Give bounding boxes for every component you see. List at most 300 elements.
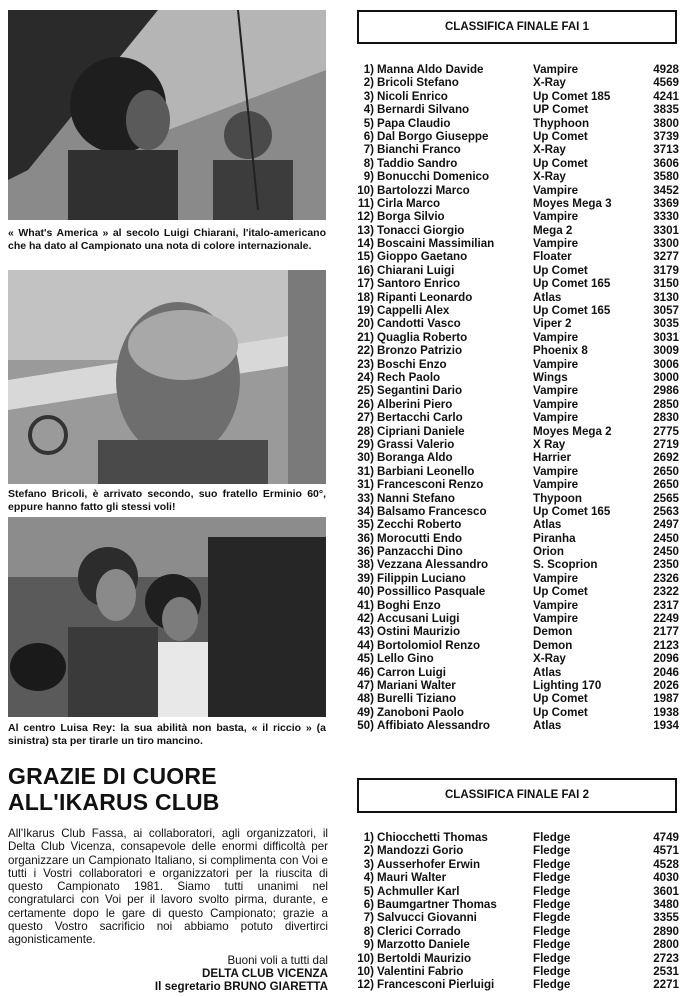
rank-number: 20) xyxy=(357,317,374,331)
glider-model: Mega 2 xyxy=(533,223,573,237)
glider-model: Piranha xyxy=(533,531,576,545)
rank-number: 33) xyxy=(357,491,374,505)
rank-number: 50) xyxy=(357,719,374,733)
ranking-row xyxy=(343,291,679,304)
pilot-name: Quaglia Roberto xyxy=(377,330,468,344)
rank-number: 5) xyxy=(363,116,374,130)
pilot-name: Salvucci Giovanni xyxy=(377,911,477,925)
ranking-row xyxy=(343,831,679,844)
pilot-name: Alberini Piero xyxy=(377,397,453,411)
glider-model: Vampire xyxy=(533,357,579,371)
glider-model: X-Ray xyxy=(533,170,566,184)
points: 3739 xyxy=(653,129,679,143)
pilot-name: Ostini Maurizio xyxy=(377,625,461,639)
pilot-name: Bonucchi Domenico xyxy=(377,170,490,184)
rank-number: 48) xyxy=(357,692,374,706)
glider-model: Floater xyxy=(533,250,572,264)
glider-model: Up Comet xyxy=(533,129,588,143)
ranking-row xyxy=(343,76,679,89)
ranking-row xyxy=(343,639,679,652)
pilot-name: Panzacchi Dino xyxy=(377,545,463,559)
article-secretary: Il segretario BRUNO GIARETTA xyxy=(154,980,328,993)
points: 3601 xyxy=(653,884,679,898)
rank-number: 22) xyxy=(357,344,374,358)
pilot-name: Clerici Corrado xyxy=(377,924,461,938)
pilot-name: Papa Claudio xyxy=(377,116,451,130)
rank-number: 10) xyxy=(357,964,374,978)
glider-model: UP Comet xyxy=(533,103,589,117)
glider-model: Harrier xyxy=(533,451,572,465)
pilot-name: Santoro Enrico xyxy=(377,277,461,291)
rank-number: 43) xyxy=(357,625,374,639)
points: 4749 xyxy=(653,831,679,844)
points: 2692 xyxy=(653,451,679,465)
pilot-name: Bartolozzi Marco xyxy=(377,183,470,197)
glider-model: Fledge xyxy=(533,871,571,885)
pilot-name: Nicoli Enrico xyxy=(377,89,448,103)
glider-model: X-Ray xyxy=(533,143,566,157)
glider-model: Up Comet xyxy=(533,156,588,170)
points: 3009 xyxy=(653,344,679,358)
glider-model: Lighting 170 xyxy=(533,678,602,692)
fai1-ranking xyxy=(343,63,679,733)
points: 3330 xyxy=(653,210,679,224)
rank-number: 28) xyxy=(357,424,374,438)
ranking-row xyxy=(343,706,679,719)
glider-model: Orion xyxy=(533,545,564,559)
article-body: All'Ikarus Club Fassa, ai collaboratori, agli organizzatori, il Delta Club Vicenza, consapevole delle enormi difficoltà per organizzare un Campionato Italiano, si complimenta con Voi e tutti i Vostri collaboratori e organizzatori per la riuscita di questo Campionato 1981. Siamo tutti unanimi nel congratularci con Voi per il lavoro svolto pirma, durante, e certamente dopo le gare di questo Campionato; grazie a questo Vostro sacrificio noi abbiamo potuto divertirci agonisticamente. xyxy=(8,827,328,947)
points: 3369 xyxy=(653,196,679,210)
points: 2317 xyxy=(653,598,679,612)
pilot-name: Vezzana Alessandro xyxy=(377,558,489,572)
pilot-name: Balsamo Francesco xyxy=(377,504,487,518)
ranking-row xyxy=(343,545,679,558)
pilot-name: Mandozzi Gorio xyxy=(377,844,464,858)
ranking-row xyxy=(343,652,679,665)
points: 2249 xyxy=(653,612,679,626)
pilot-name: Possillico Pasquale xyxy=(377,585,486,599)
pilot-name: Barbiani Leonello xyxy=(377,464,475,478)
rank-number: 19) xyxy=(357,304,374,318)
ranking-row xyxy=(343,277,679,290)
glider-model: Fledge xyxy=(533,857,571,871)
rank-number: 12) xyxy=(357,210,374,224)
glider-model: Vampire xyxy=(533,598,579,612)
pilot-name: Bianchi Franco xyxy=(377,143,461,157)
points: 3713 xyxy=(653,143,679,157)
rank-number: 1) xyxy=(363,831,374,844)
article-headline xyxy=(8,763,328,815)
glider-model: Up Comet 185 xyxy=(533,89,611,103)
glider-model: Up Comet xyxy=(533,692,588,706)
glider-model: Viper 2 xyxy=(533,317,572,331)
rank-number: 39) xyxy=(357,571,374,585)
points: 3277 xyxy=(653,250,679,264)
rank-number: 45) xyxy=(357,652,374,666)
points: 2563 xyxy=(653,504,679,518)
points: 2890 xyxy=(653,924,679,938)
points: 3006 xyxy=(653,357,679,371)
points: 2326 xyxy=(653,571,679,585)
points: 3355 xyxy=(653,911,679,925)
pilot-name: Boranga Aldo xyxy=(377,451,453,465)
points: 2096 xyxy=(653,652,679,666)
rank-number: 31) xyxy=(357,464,374,478)
pilot-name: Mariani Walter xyxy=(377,678,456,692)
points: 4241 xyxy=(653,89,679,103)
rank-number: 10) xyxy=(357,183,374,197)
photo-stefano-bricoli xyxy=(8,270,326,484)
pilot-name: Ripanti Leonardo xyxy=(377,290,473,304)
glider-model: Up Comet 165 xyxy=(533,504,611,518)
ranking-row xyxy=(343,952,679,965)
rank-number: 16) xyxy=(357,263,374,277)
glider-model: Moyes Mega 3 xyxy=(533,196,612,210)
rank-number: 9) xyxy=(363,938,374,952)
photo1-caption: « What's America » al secolo Luigi Chiarani, l'italo-americano che ha dato al Campionato una nota di colore internazionale. xyxy=(8,227,326,252)
rank-number: 9) xyxy=(363,170,374,184)
ranking-row xyxy=(343,465,679,478)
rank-number: 8) xyxy=(363,156,374,170)
ranking-row xyxy=(343,250,679,263)
glider-model: Fledge xyxy=(533,938,571,952)
glider-model: Atlas xyxy=(533,518,562,532)
rank-number: 35) xyxy=(357,518,374,532)
pilot-name: Affibiato Alessandro xyxy=(377,719,490,733)
glider-model: Vampire xyxy=(533,571,579,585)
rank-number: 40) xyxy=(357,585,374,599)
glider-model: Up Comet 165 xyxy=(533,304,611,318)
glider-model: Fledge xyxy=(533,897,571,911)
ranking-row xyxy=(343,599,679,612)
rank-number: 30) xyxy=(357,451,374,465)
glider-model: X Ray xyxy=(533,437,566,451)
rank-number: 38) xyxy=(357,558,374,572)
ranking-row xyxy=(343,585,679,598)
rank-number: 4) xyxy=(363,103,374,117)
glider-model: Vampire xyxy=(533,237,579,251)
glider-model: Vampire xyxy=(533,183,579,197)
rank-number: 12) xyxy=(357,978,374,992)
fai2-ranking xyxy=(343,831,679,992)
ranking-row xyxy=(343,719,679,732)
ranking-row xyxy=(343,317,679,330)
ranking-row xyxy=(343,358,679,371)
pilot-name: Manna Aldo Davide xyxy=(377,63,484,76)
points: 4928 xyxy=(653,63,679,76)
points: 3031 xyxy=(653,330,679,344)
pilot-name: Tonacci Giorgio xyxy=(377,223,465,237)
rank-number: 2) xyxy=(363,76,374,90)
pilot-name: Candotti Vasco xyxy=(377,317,461,331)
glider-model: Flegde xyxy=(533,911,571,925)
ranking-row xyxy=(343,63,679,76)
ranking-row xyxy=(343,130,679,143)
glider-model: Vampire xyxy=(533,612,579,626)
rank-number: 11) xyxy=(357,196,374,210)
pilot-name: Boschi Enzo xyxy=(377,357,447,371)
pilot-name: Baumgartner Thomas xyxy=(377,897,497,911)
ranking-row xyxy=(343,679,679,692)
headline-line-1: GRAZIE DI CUORE xyxy=(8,763,217,789)
ranking-row xyxy=(343,492,679,505)
ranking-row xyxy=(343,170,679,183)
ranking-row xyxy=(343,911,679,924)
ranking-row xyxy=(343,925,679,938)
rank-number: 18) xyxy=(357,290,374,304)
glider-model: Wings xyxy=(533,370,568,384)
ranking-row xyxy=(343,331,679,344)
ranking-row xyxy=(343,938,679,951)
glider-model: Fledge xyxy=(533,964,571,978)
pilot-name: Cirla Marco xyxy=(377,196,441,210)
pilot-name: Bronzo Patrizio xyxy=(377,344,463,358)
points: 2800 xyxy=(653,938,679,952)
rank-number: 21) xyxy=(357,330,374,344)
ranking-row xyxy=(343,978,679,991)
rank-number: 34) xyxy=(357,504,374,518)
ranking-row xyxy=(343,237,679,250)
glider-model: Atlas xyxy=(533,665,562,679)
points: 2830 xyxy=(653,411,679,425)
ranking-row xyxy=(343,264,679,277)
rank-number: 1) xyxy=(363,63,374,76)
rank-number: 44) xyxy=(357,638,374,652)
glider-model: Demon xyxy=(533,625,573,639)
points: 2531 xyxy=(653,964,679,978)
ranking-row xyxy=(343,871,679,884)
ranking-row xyxy=(343,157,679,170)
pilot-name: Lello Gino xyxy=(377,652,434,666)
rank-number: 29) xyxy=(357,437,374,451)
rank-number: 36) xyxy=(357,531,374,545)
points: 3452 xyxy=(653,183,679,197)
rank-number: 2) xyxy=(363,844,374,858)
points: 2450 xyxy=(653,545,679,559)
pilot-name: Filippin Luciano xyxy=(377,571,466,585)
glider-model: Up Comet xyxy=(533,585,588,599)
points: 2650 xyxy=(653,464,679,478)
fai2-title: CLASSIFICA FINALE FAI 2 xyxy=(357,778,677,813)
glider-model: Fledge xyxy=(533,951,571,965)
ranking-row xyxy=(343,692,679,705)
pilot-name: Cappelli Alex xyxy=(377,304,450,318)
points: 3000 xyxy=(653,370,679,384)
ranking-row xyxy=(343,384,679,397)
points: 3301 xyxy=(653,223,679,237)
points: 1934 xyxy=(653,719,679,733)
pilot-name: Taddio Sandro xyxy=(377,156,458,170)
points: 4571 xyxy=(653,844,679,858)
pilot-name: Segantini Dario xyxy=(377,384,463,398)
pilot-name: Nanni Stefano xyxy=(377,491,455,505)
glider-model: Thypoon xyxy=(533,491,582,505)
rank-number: 7) xyxy=(363,911,374,925)
ranking-row xyxy=(343,143,679,156)
glider-model: Up Comet 165 xyxy=(533,277,611,291)
rank-number: 13) xyxy=(357,223,374,237)
rank-number: 7) xyxy=(363,143,374,157)
rank-number: 27) xyxy=(357,411,374,425)
photo-luisa-rey xyxy=(8,517,326,717)
points: 3800 xyxy=(653,116,679,130)
ranking-row xyxy=(343,90,679,103)
pilot-name: Rech Paolo xyxy=(377,370,441,384)
pilot-name: Achmuller Karl xyxy=(377,884,460,898)
pilot-name: Grassi Valerio xyxy=(377,437,455,451)
ranking-row xyxy=(343,885,679,898)
glider-model: Fledge xyxy=(533,884,571,898)
rank-number: 10) xyxy=(357,951,374,965)
glider-model: Vampire xyxy=(533,397,579,411)
pilot-name: Bricoli Stefano xyxy=(377,76,459,90)
ranking-row xyxy=(343,197,679,210)
ranking-row xyxy=(343,612,679,625)
rank-number: 46) xyxy=(357,665,374,679)
pilot-name: Accusani Luigi xyxy=(377,612,460,626)
pilot-name: Bertoldi Maurizio xyxy=(377,951,472,965)
pilot-name: Mauri Walter xyxy=(377,871,447,885)
pilot-name: Francesconi Pierluigi xyxy=(377,978,495,992)
rank-number: 36) xyxy=(357,545,374,559)
pilot-name: Marzotto Daniele xyxy=(377,938,470,952)
rank-number: 24) xyxy=(357,370,374,384)
pilot-name: Bernardi Silvano xyxy=(377,103,470,117)
ranking-row xyxy=(343,666,679,679)
ranking-row xyxy=(343,518,679,531)
points: 3606 xyxy=(653,156,679,170)
rank-number: 47) xyxy=(357,678,374,692)
ranking-row xyxy=(343,532,679,545)
rank-number: 5) xyxy=(363,884,374,898)
points: 2650 xyxy=(653,478,679,492)
rank-number: 3) xyxy=(363,89,374,103)
points: 2026 xyxy=(653,678,679,692)
rank-number: 17) xyxy=(357,277,374,291)
pilot-name: Valentini Fabrio xyxy=(377,964,464,978)
rank-number: 6) xyxy=(363,897,374,911)
points: 3035 xyxy=(653,317,679,331)
pilot-name: Bertacchi Carlo xyxy=(377,411,463,425)
ranking-row xyxy=(343,965,679,978)
pilot-name: Cipriani Daniele xyxy=(377,424,465,438)
points: 2350 xyxy=(653,558,679,572)
fai1-title: CLASSIFICA FINALE FAI 1 xyxy=(357,10,677,44)
rank-number: 25) xyxy=(357,384,374,398)
glider-model: Atlas xyxy=(533,719,562,733)
rank-number: 41) xyxy=(357,598,374,612)
pilot-name: Boscaini Massimilian xyxy=(377,237,495,251)
ranking-row xyxy=(343,344,679,357)
ranking-row xyxy=(343,411,679,424)
glider-model: Fledge xyxy=(533,831,571,844)
points: 3130 xyxy=(653,290,679,304)
glider-model: Fledge xyxy=(533,924,571,938)
points: 2123 xyxy=(653,638,679,652)
glider-model: Vampire xyxy=(533,330,579,344)
rank-number: 42) xyxy=(357,612,374,626)
points: 2271 xyxy=(653,978,679,992)
ranking-row xyxy=(343,398,679,411)
glider-model: Demon xyxy=(533,638,573,652)
pilot-name: Gioppo Gaetano xyxy=(377,250,468,264)
glider-model: Up Comet xyxy=(533,263,588,277)
points: 2565 xyxy=(653,491,679,505)
glider-model: Phoenix 8 xyxy=(533,344,588,358)
rank-number: 15) xyxy=(357,250,374,264)
ranking-row xyxy=(343,898,679,911)
pilot-name: Chiocchetti Thomas xyxy=(377,831,488,844)
rank-number: 3) xyxy=(363,857,374,871)
ranking-row xyxy=(343,224,679,237)
glider-model: Atlas xyxy=(533,290,562,304)
pilot-name: Borga Silvio xyxy=(377,210,445,224)
pilot-name: Ausserhofer Erwin xyxy=(377,857,481,871)
points: 1938 xyxy=(653,705,679,719)
pilot-name: Chiarani Luigi xyxy=(377,263,455,277)
ranking-row xyxy=(343,505,679,518)
pilot-name: Burelli Tiziano xyxy=(377,692,457,706)
ranking-row xyxy=(343,478,679,491)
points: 3580 xyxy=(653,170,679,184)
points: 3179 xyxy=(653,263,679,277)
points: 4030 xyxy=(653,871,679,885)
points: 2046 xyxy=(653,665,679,679)
ranking-row xyxy=(343,117,679,130)
points: 3300 xyxy=(653,237,679,251)
glider-model: Thyphoon xyxy=(533,116,590,130)
points: 3480 xyxy=(653,897,679,911)
ranking-row xyxy=(343,184,679,197)
points: 2986 xyxy=(653,384,679,398)
ranking-row xyxy=(343,210,679,223)
points: 1987 xyxy=(653,692,679,706)
pilot-name: Bortolomiol Renzo xyxy=(377,638,481,652)
pilot-name: Boghi Enzo xyxy=(377,598,441,612)
pilot-name: Zecchi Roberto xyxy=(377,518,462,532)
glider-model: Vampire xyxy=(533,411,579,425)
rank-number: 23) xyxy=(357,357,374,371)
glider-model: X-Ray xyxy=(533,76,566,90)
points: 2723 xyxy=(653,951,679,965)
points: 4569 xyxy=(653,76,679,90)
rank-number: 14) xyxy=(357,237,374,251)
pilot-name: Francesconi Renzo xyxy=(377,478,484,492)
glider-model: S. Scoprion xyxy=(533,558,598,572)
glider-model: Up Comet xyxy=(533,705,588,719)
photo2-caption: Stefano Bricoli, è arrivato secondo, suo fratello Erminio 60°, eppure hanno fatto gli stessi voli! xyxy=(8,488,326,513)
article-closing: Buoni voli a tutti dal xyxy=(227,954,328,967)
glider-model: Vampire xyxy=(533,210,579,224)
ranking-row xyxy=(343,625,679,638)
points: 2775 xyxy=(653,424,679,438)
rank-number: 31) xyxy=(357,478,374,492)
rank-number: 8) xyxy=(363,924,374,938)
rank-number: 6) xyxy=(363,129,374,143)
points: 2450 xyxy=(653,531,679,545)
photo3-caption: Al centro Luisa Rey: la sua abilità non basta, « il riccio » (a sinistra) sta per tirarle un tiro mancino. xyxy=(8,722,326,747)
points: 2719 xyxy=(653,437,679,451)
ranking-row xyxy=(343,371,679,384)
article-club: DELTA CLUB VICENZA xyxy=(201,967,328,980)
points: 2177 xyxy=(653,625,679,639)
headline-line-2: ALL'IKARUS CLUB xyxy=(8,789,220,815)
photo-pilot-chiarani xyxy=(8,10,326,220)
ranking-row xyxy=(343,858,679,871)
ranking-row xyxy=(343,451,679,464)
pilot-name: Morocutti Endo xyxy=(377,531,463,545)
glider-model: X-Ray xyxy=(533,652,566,666)
